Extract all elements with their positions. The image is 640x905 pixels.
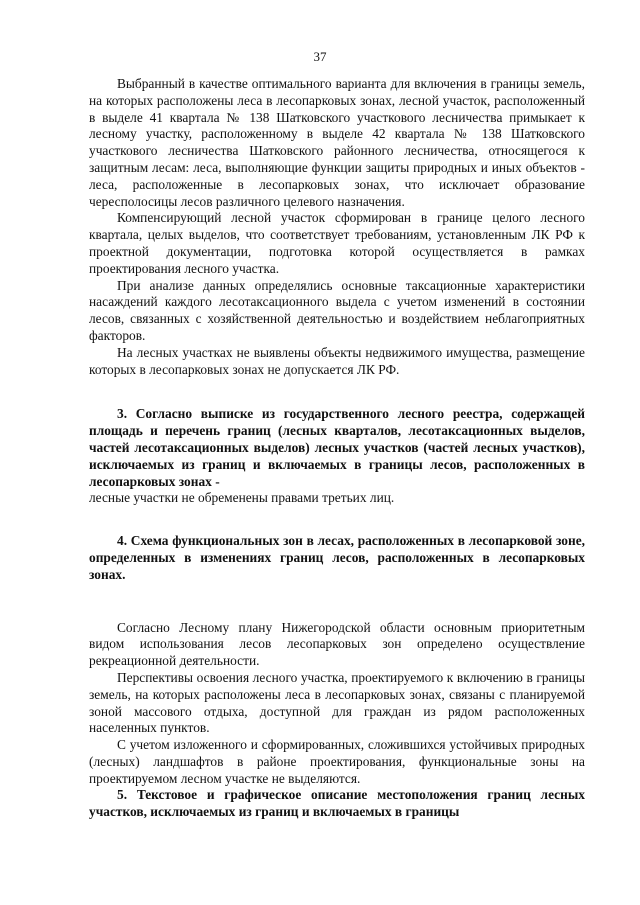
paragraph-development-prospects: Перспективы освоения лесного участка, проектируемого к включению в границы земель, на которых расположены леса в лесопарковых зонах, связаны с планируемой зоной массового отдыха, доступной для граждан из рядом расположенных населенных пунктов. xyxy=(89,669,585,736)
paragraph-compensating-plot: Компенсирующий лесной участок сформирован в границе целого лесного квартала, целых выделов, что соответствует требованиям, установленным ЛК РФ к проектной документации, подготовка которой осуществляется в рамках проектирования лесного участка. xyxy=(89,210,585,276)
paragraph-real-estate: На лесных участках не выявлены объекты недвижимого имущества, размещение которых в лесопарковых зонах не допускается ЛК РФ. xyxy=(89,344,585,377)
spacer xyxy=(89,378,585,406)
paragraph-functional-zones: С учетом изложенного и сформированных, сложившихся устойчивых природных (лесных) ландшафтов в районе проектирования, функциональные зоны на проектируемом лесном участке не выделяются. xyxy=(89,737,585,786)
paragraph-forest-plot-selection: Выбранный в качестве оптимального варианта для включения в границы земель, на которых расположены леса в лесопарковых зонах, лесной участок, расположенный в выделе 41 квартала № 138 Шатковского участкового лесничества примыкает к лесному участку, расположенному в выделе 42 квартала № 138 Шатковского участкового лесничества Шатковского районного лесничества, относящегося к защитным лесам: леса, выполняющие функции защиты природных и иных объектов - леса, расположенные в лесопарковых зонах, что исключает образование чересполосицы лесов различного целевого назначения. xyxy=(89,76,585,209)
spacer xyxy=(89,584,585,620)
page-content xyxy=(89,76,585,821)
section-3-conclusion: лесные участки не обременены правами третьих лиц. xyxy=(89,490,395,506)
paragraph-forest-plan: Согласно Лесному плану Нижегородской области основным приоритетным видом использования лесов лесопарковых зон определено осуществление рекреационной деятельности. xyxy=(89,619,585,669)
paragraph-data-analysis: При анализе данных определялись основные таксационные характеристики насаждений каждого лесотаксационного выдела с учетом изменений в состоянии лесов, связанных с хозяйственной деятельностью и воздействием неблагоприятных факторов. xyxy=(89,277,585,343)
page-number: 37 xyxy=(313,49,327,64)
section-heading-5: 5. Текстовое и графическое описание местоположения границ лесных участков, исключаемых из границ и включаемых в границы xyxy=(89,787,585,820)
section-heading-4: 4. Схема функциональных зон в лесах, расположенных в лесопарковой зоне, определенных в изменениях границ лесов, расположенных в лесопарковых зонах. xyxy=(89,533,585,582)
spacer xyxy=(89,507,585,533)
section-heading-3: 3. Согласно выписке из государственного лесного реестра, содержащей площадь и перечень границ (лесных кварталов, лесотаксационных выделов, частей лесотаксационных выделов) лесных участков (частей лесных участков), исключаемых из границ и включаемых в границы лесов, расположенных в лесопарковых зонах - xyxy=(89,406,585,489)
